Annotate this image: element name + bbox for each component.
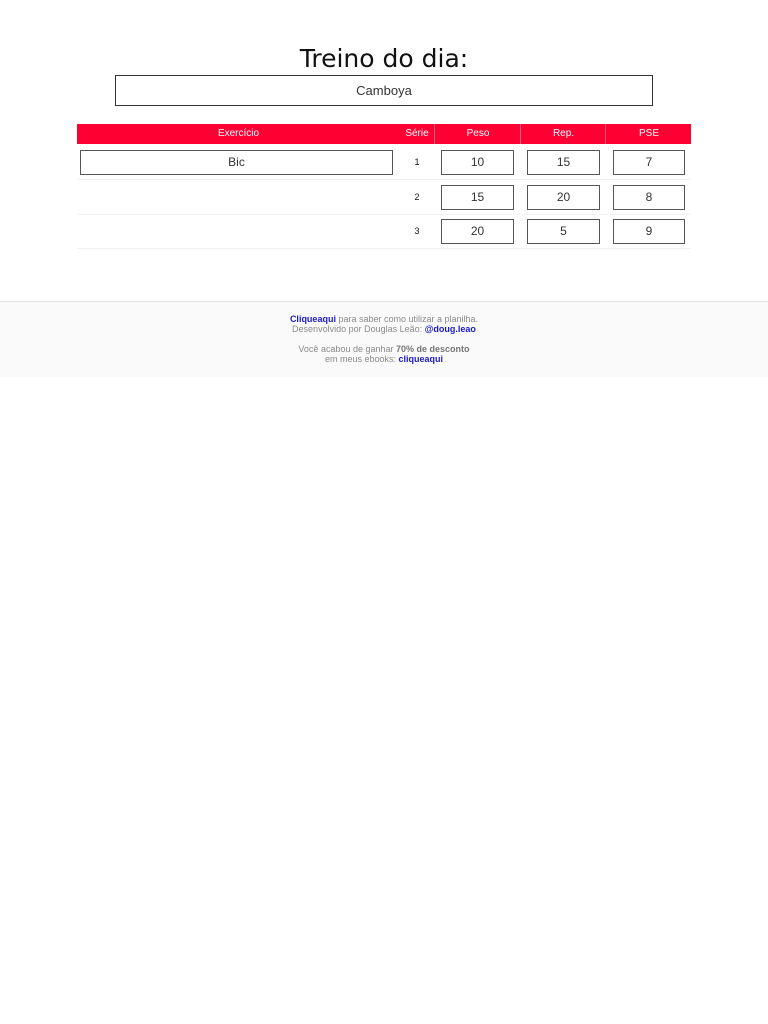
table-row xyxy=(77,180,691,215)
rep-field[interactable]: 20 xyxy=(527,185,600,210)
workout-name-field[interactable]: Camboya xyxy=(115,75,653,106)
header-pse: PSE xyxy=(605,124,692,144)
table-row xyxy=(77,214,691,249)
author-handle-link[interactable]: @doug.leao xyxy=(424,324,476,334)
footer-credit-line xyxy=(0,324,768,334)
credit-text: Desenvolvido por Douglas Leão: xyxy=(292,324,423,334)
header-serie: Série xyxy=(405,128,429,139)
help-text: para saber como utilizar a planilha. xyxy=(338,314,479,324)
serie-number: 1 xyxy=(414,157,420,167)
footer-discount-line xyxy=(0,344,768,354)
exercise-field[interactable]: Bic xyxy=(80,150,393,175)
header-rep: Rep. xyxy=(520,124,606,144)
footer-help-line xyxy=(0,314,768,324)
rep-field[interactable]: 5 xyxy=(527,219,600,244)
table-header xyxy=(77,124,691,144)
help-link[interactable]: Cliqueaqui xyxy=(289,314,336,324)
footer xyxy=(0,301,768,377)
discount-text: Você acabou de ganhar xyxy=(298,344,394,354)
header-exercicio: Exercício xyxy=(217,128,260,139)
ebooks-link[interactable]: cliqueaqui xyxy=(398,354,444,364)
page-title: Treino do dia: xyxy=(299,44,469,73)
ebooks-text: em meus ebooks: xyxy=(324,354,396,364)
pse-field[interactable]: 9 xyxy=(613,219,685,244)
footer-ebooks-line xyxy=(0,354,768,364)
peso-field[interactable]: 15 xyxy=(441,185,514,210)
peso-field[interactable]: 20 xyxy=(441,219,514,244)
peso-field[interactable]: 10 xyxy=(441,150,514,175)
header-peso: Peso xyxy=(434,124,521,144)
discount-amount: 70% de desconto xyxy=(396,344,470,354)
pse-field[interactable]: 7 xyxy=(613,150,685,175)
rep-field[interactable]: 15 xyxy=(527,150,600,175)
serie-number: 3 xyxy=(414,226,420,236)
pse-field[interactable]: 8 xyxy=(613,185,685,210)
table-row xyxy=(77,145,691,180)
serie-number: 2 xyxy=(414,192,420,202)
